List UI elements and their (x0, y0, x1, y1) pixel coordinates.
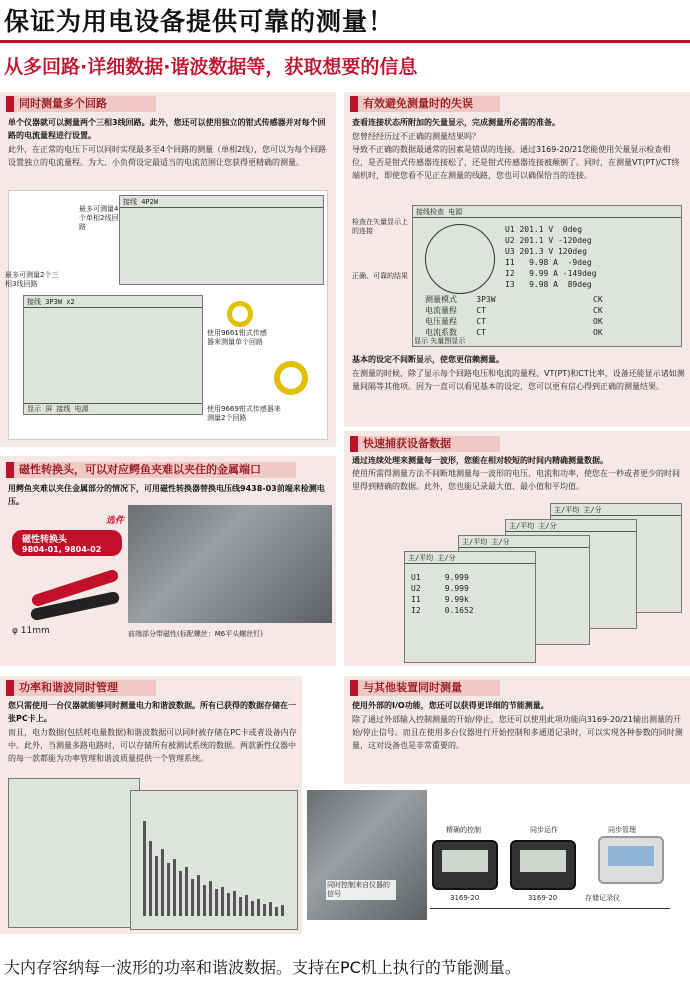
option-tag: 选件 (106, 516, 125, 526)
memory-recorder (598, 836, 664, 884)
section-power-harmonic-head: 功率和谐波同时管理 (6, 680, 156, 696)
sync-signal-label: 同时控制来自仪器的信号 (326, 880, 396, 900)
s5-lead: 您只需使用一台仪器就能够同时测量电力和谐波数据。所有已获得的数据存储在一张PC卡上。 (8, 701, 296, 723)
capture-screen-mid-2-bar: 主/平均 主/分 (506, 520, 636, 532)
magnetic-adapter-badge (12, 530, 122, 556)
check-status: OK (593, 317, 603, 326)
factory-pipes-photo (307, 790, 427, 920)
badge-title: 磁性转换头 (22, 535, 68, 545)
device-3169-a (432, 840, 498, 890)
vector-row: U2 201.1 V -120deg (505, 236, 592, 245)
probe-caption: 前端部分带磁性(标配螺丝：M6平头螺丝钉) (128, 630, 263, 638)
section-magnetic-adapter-head: 磁性转换头，可以对应鳄鱼夹难以夹住的金属端口 (6, 462, 296, 478)
s1-lead: 单个仪器就可以测量两个三相3线回路。此外，您还可以使用独立的钳式传感器并对每个回路的电流量程进行设置。 (8, 118, 326, 140)
capture-screen-mid-1-bar: 主/平均 主/分 (459, 536, 589, 548)
memory-recorder-screen (608, 846, 654, 866)
s2-body2: 在测量的时候，除了显示每个回路电压和电流的量程、VT(PT)和CT比率，设备还能显示诸如测量间隔等其他项。因为一直可以看见基本的设定，您可以更有信心得到正确的测量结果。 (352, 369, 685, 391)
clamp-sensor-9669-icon (274, 361, 308, 395)
wiring-screen-2 (23, 295, 203, 415)
check-status: CK (593, 306, 603, 315)
vector-row: U1 201.1 V 0deg (505, 225, 583, 234)
correct-result-label: 正确、可靠的结果 (352, 272, 408, 280)
capture-row: U1 9.999 (411, 573, 469, 582)
label-2-circuits: 最多可测量2个三相3线回路 (5, 271, 59, 288)
check-status: OK (593, 328, 603, 337)
page-title: 保证为用电设备提供可靠的测量！ (4, 7, 395, 36)
vector-circle (425, 224, 495, 294)
s1-body: 此外，在正常的电压下可以同时实现最多至4个回路的测量（单相2线），您可以为每个回路设置独立的电流量程。为大、小负荷设定最适当的电流范围让您获得更精确的测量。 (8, 145, 327, 167)
s2-lead2: 基本的设定不间断显示，使您更信赖测量。 (352, 355, 504, 364)
s2-body: 导致不正确的数据最通常的因素是错误的连接。通过3169-20/21您能使用矢量显示检查相位，是否是钳式传感器连接松了，还是钳式传感器连接被颠倒了。同时，在测量VT(PT)/CT终端机时，即使您看不见正在测量的线路，您也可以确保恰当的连接。 (352, 145, 680, 180)
capture-screen-front (404, 551, 536, 663)
device-3169-b (510, 840, 576, 890)
s6-body: 除了通过外部输入控制测量的开始/停止，您还可以使用此项功能向3169-20/21输出测量的开始/停止信号。而且在使用多台仪器进行开始控制和多通道记录时，可以实现各种参数的同时测量，这对设备也是非常重要的。 (352, 715, 683, 750)
section-error-prevention-head: 有效避免测量时的失误 (350, 96, 500, 112)
capture-row: U2 9.999 (411, 584, 469, 593)
wiring-screen-1 (119, 195, 324, 285)
vector-display-screen (412, 205, 682, 347)
setting-row: 电压量程 CT (425, 317, 486, 326)
badge-model: 9804-01, 9804-02 (22, 545, 102, 554)
section-sync-measure-head: 与其他装置同时测量 (350, 680, 500, 696)
harmonic-screen (130, 790, 298, 930)
s4-lead: 通过连续处理来测量每一波形，您能在相对较短的时间内精确测量数据。 (352, 456, 608, 465)
capture-row: I2 0.1652 (411, 606, 474, 615)
wiring-screen-2-bar: 接线 3P3W x2 (24, 296, 202, 308)
vector-display-foot: 显示 矢量图显示 (414, 337, 466, 345)
device-model-b: 3169-20 (528, 894, 558, 902)
sync-management-label: 同步管理 (608, 826, 636, 834)
wiring-screen-1-bar: 接线 4P2W (120, 196, 323, 208)
harmonic-bar-chart (131, 801, 297, 921)
precise-control-label: 精确的控制 (446, 826, 481, 834)
vector-row: I2 9.99 A -149deg (505, 269, 597, 278)
sync-operation-label: 同步运作 (530, 826, 558, 834)
page-subtitle: 从多回路·详细数据·谐波数据等，获取想要的信息 (4, 56, 418, 78)
recorder-label: 存储记录仪 (585, 894, 620, 902)
sync-line (430, 908, 670, 909)
device-3169-b-screen (520, 850, 566, 872)
footer-tagline: 大内存容纳每一波形的功率和谐波数据。支持在PC机上执行的节能测量。 (4, 958, 521, 977)
s3-body: 用鳄鱼夹难以夹住金属部分的情况下，可用磁性转换器替换电压线9438-03前端来检测电压。 (8, 484, 325, 506)
wiring-screen-2-foot: 显示 屏 接线 电源 (24, 403, 202, 414)
label-9669: 使用9669钳式传感器来测量2个回路 (207, 405, 281, 422)
label-9661: 使用9661钳式传感器来测量单个回路 (207, 329, 267, 346)
power-screen (8, 778, 140, 928)
setting-row: 电流系数 CT (425, 328, 486, 337)
setting-row: 电流量程 CT (425, 306, 486, 315)
section-fast-capture-head: 快速捕获设备数据 (350, 436, 500, 452)
clamp-sensor-9661-icon (227, 301, 253, 327)
title-rule (0, 40, 690, 43)
s5-body: 而且，电力数据(包括耗电量数据)和谐波数据可以同时被存储在PC卡或者设备内存中。此外，当测量多路电路时，可以存储所有被测试系统的数据。两款新性仪器中的每一款都能为功率管理和谐波质量提供一个管理系统。 (8, 728, 297, 763)
device-model-a: 3169-20 (450, 894, 480, 902)
vector-row: I3 9.98 A 89deg (505, 280, 592, 289)
vector-display-bar: 接线检查 电源 (413, 206, 681, 218)
probe-diameter: φ 11mm (12, 626, 50, 636)
capture-row: I1 9.99k (411, 595, 469, 604)
s2-lead: 查看连接状态所附加的矢量显示，完成测量所必需的准备。 (352, 118, 560, 127)
section-multi-circuit-head: 同时测量多个回路 (6, 96, 156, 112)
wiring-diagram (5, 190, 328, 440)
vector-row: U3 201.3 V 120deg (505, 247, 587, 256)
busbar-photo (128, 505, 332, 623)
vector-check-label: 检查在矢量显示上的连接 (352, 218, 408, 235)
capture-screen-front-bar: 主/平均 主/分 (405, 552, 535, 564)
label-4-circuits: 最多可测量4个单相2线回路 (79, 205, 119, 231)
setting-row: 测量模式 3P3W (425, 295, 496, 304)
s4-body: 使用所需得测量方法不间断地测量每一波形的电压、电流和功率，使您在一秒或者更少的时间里得到精确的数据。此外，您也能记录最大值、最小值和平均值。 (352, 469, 680, 491)
device-3169-a-screen (442, 850, 488, 872)
s2-question: 您曾经经历过不正确的测量结果吗？ (352, 132, 480, 141)
s6-lead: 使用外部的I/O功能，您还可以获得更详细的节能测量。 (352, 701, 549, 710)
check-status: CK (593, 295, 603, 304)
vector-row: I1 9.98 A -9deg (505, 258, 592, 267)
capture-screen-back-bar: 主/平均 主/分 (551, 504, 681, 516)
